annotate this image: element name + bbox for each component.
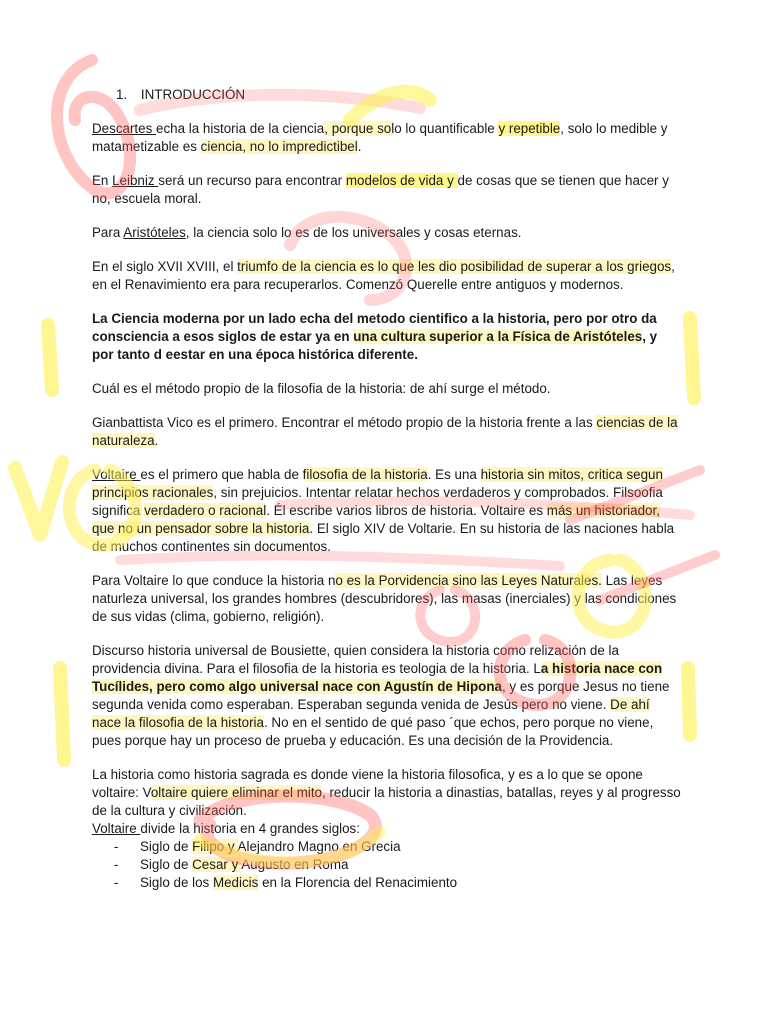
section-heading: [92, 86, 682, 104]
name-aristoteles: Aristóteles: [123, 225, 186, 240]
name-voltaire-2: Voltaire: [92, 821, 141, 836]
paragraph-descartes: Descartes echa la historia de la ciencia, porque solo lo quantificable y repetible, solo lo medible y matametizable es ciencia, no lo impredictibel.: [92, 121, 668, 154]
name-voltaire: Voltaire: [92, 467, 141, 482]
paragraph-bousiette: Discurso historia universal de Bousiette, quien considera la historia como relización de la providencia divina. Para el filosofia de la historia es teologia de la historia. La historia nace con Tucílides, pero como algo universal nace con Agustín de Hipona, y es porque Jesus no tiene segunda venida como esperaban. Esperaban segunda venida de Jesús pero no viene. De ahí nace la filosofia de la historia. No en el sentido de qué paso ´que echos, pero porque no viene, pues porque hay un proceso de prueba y educación. Es una decisión de la Providencia.: [92, 643, 670, 748]
paragraph-siglo-xvii: En el siglo XVII XVIII, el triumfo de la ciencia es lo que les dio posibilidad de superar a los griegos, en el Renavimiento era para recuperarlos. Comenzó Querelle entre antiguos y modernos.: [92, 259, 675, 292]
list-item: - Siglo de Filipo y Alejandro Magno en Grecia: [114, 838, 682, 856]
paragraph-leibniz: En Leibniz será un recurso para encontrar modelos de vida y de cosas que se tienen que hacer y no, escuela moral.: [92, 173, 669, 206]
centuries-list: [92, 838, 682, 892]
paragraph-metodo: Cuál es el método propio de la filosofia de la historia: de ahí surge el método.: [92, 381, 551, 396]
paragraph-aristoteles: Para Aristóteles, la ciencia solo lo es de los universales y cosas eternas.: [92, 225, 522, 240]
heading-number: 1.: [116, 87, 128, 102]
paragraph-vico: Gianbattista Vico es el primero. Encontrar el método propio de la historia frente a las ciencias de la naturaleza.: [92, 415, 678, 448]
yellow-bar-left: [48, 325, 52, 390]
paragraph-ciencia-moderna: La Ciencia moderna por un lado echa del metodo cientifico a la historia, pero por otro da consciencia a esos siglos de estar ya en una cultura superior a la Física de Aristóteles, y por tanto d eestar en una época histórica diferente.: [92, 311, 658, 362]
list-item: - Siglo de los Medicis en la Florencia del Renacimiento: [114, 874, 682, 892]
document-page: [92, 86, 682, 892]
yellow-v-mark: [15, 462, 62, 535]
list-item: - Siglo de Cesar y Augusto en Roma: [114, 856, 682, 874]
paragraph-leyes-naturales: Para Voltaire lo que conduce la historia no es la Porvidencia sino las Leyes Naturales. Las leyes naturleza universal, los grandes hombres (descubridores), las masas (inerciales) y las condiciones de sus vidas (clima, gobierno, religión).: [92, 573, 677, 624]
yellow-bar-left-2: [60, 668, 64, 760]
name-descartes: Descartes: [92, 121, 156, 136]
name-leibniz: Leibniz: [112, 173, 159, 188]
yellow-bar-right: [690, 318, 694, 398]
yellow-bar-right-2: [688, 668, 690, 735]
heading-title: INTRODUCCIÓN: [140, 87, 246, 102]
paragraph-voltaire: Voltaire es el primero que habla de filosofia de la historia. Es una historia sin mitos, critica segun principios racionales, sin prejuicios. Intentar relatar hechos verdaderos y comprobados. Filsoofia significa verdadero o racional. Él escribe varios libros de historia. Voltaire es más un historiador, que no un pensador sobre la historia. El siglo XIV de Voltarie. En su historia de las naciones habla de muchos continentes sin documentos.: [92, 467, 675, 554]
paragraph-historia-sagrada: La historia como historia sagrada es donde viene la historia filosofica, y es a lo que se opone voltaire: Voltaire quiere eliminar el mito, reducir la historia a dinastias, batallas, reyes y al progresso de la cultura y civilización. Voltaire divide la historia en 4 grandes siglos:: [92, 767, 681, 836]
